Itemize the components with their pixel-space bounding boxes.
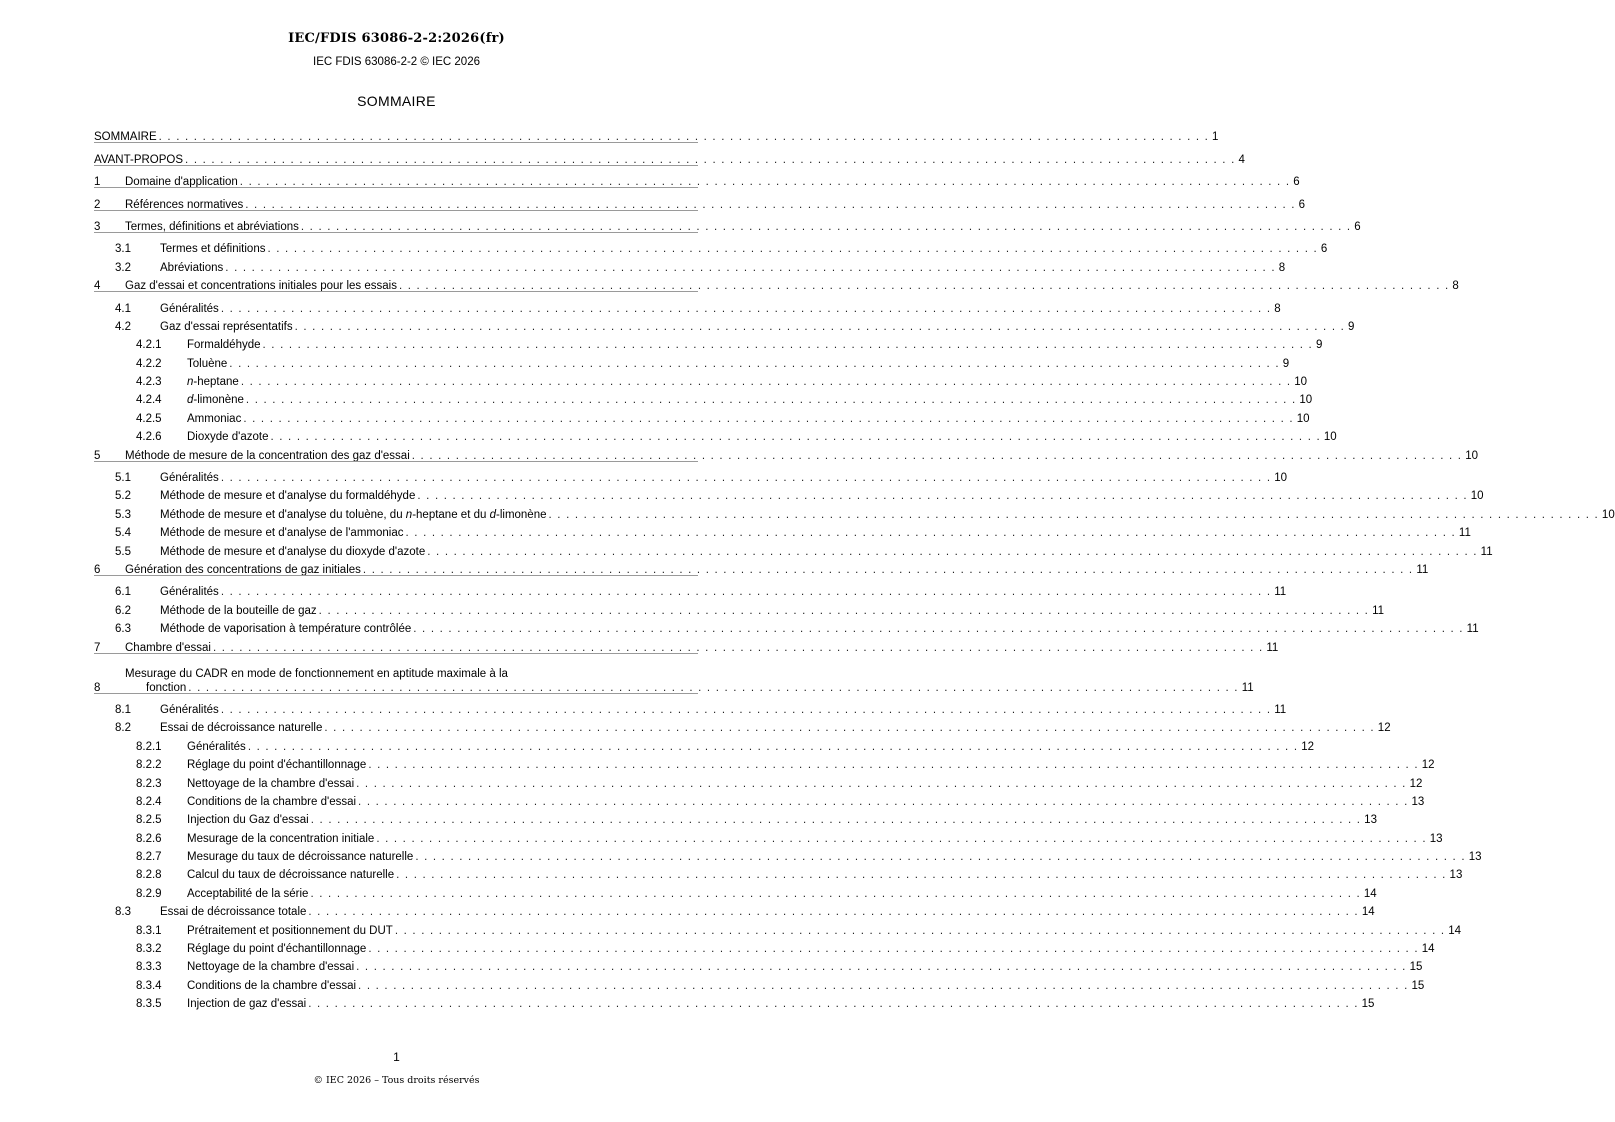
- document-id: IEC/FDIS 63086-2-2:2026(fr): [288, 31, 505, 46]
- toc-entry-number: 3.2: [115, 261, 131, 274]
- toc-entry[interactable]: [94, 466, 1288, 485]
- toc-entry-title: Domaine d'application: [125, 176, 238, 189]
- toc-entry-number: 4.2.2: [136, 357, 162, 370]
- toc-entry[interactable]: [94, 845, 1482, 864]
- toc-entry[interactable]: [94, 388, 1313, 407]
- dot-leader: . . . . . . . . . . . . . . . . . . . . . . . . . . . . . . . . . . . . . . . . . . . . . . . . . . . . . . . . . . . . . . . . . . . . . . . . . . . . . . . . . . . . . . . . . . . . . . . . . . . . . . . . . . . . . . . . . . . . . . . .: [415, 851, 1466, 864]
- toc-entry-page: 10: [1470, 490, 1484, 503]
- toc-entry-number: 8.2: [115, 722, 131, 735]
- toc-entry[interactable]: [94, 443, 1478, 462]
- toc-entry-title: Nettoyage de la chambre d'essai: [187, 777, 355, 790]
- toc-entry[interactable]: [94, 370, 1308, 389]
- toc-entry[interactable]: [94, 351, 1290, 370]
- toc-entry-number: 4.2.4: [136, 394, 162, 407]
- dot-leader: . . . . . . . . . . . . . . . . . . . . . . . . . . . . . . . . . . . . . . . . . . . . . . . . . . . . . . . . . . . . . . . . . . . . . . . . . . . . . . . . . . . . . . . . . . . . . . . . . . . . . . . . . . . . . . . . . . . . . . . .: [262, 339, 1313, 352]
- toc-entry-number: 6.2: [115, 604, 131, 617]
- toc-entry-title: Mesurage du taux de décroissance naturelle: [187, 851, 414, 864]
- toc-entry-title: Réglage du point d'échantillonnage: [187, 943, 367, 956]
- copyright-footer: © IEC 2026 – Tous droits réservés: [313, 1075, 480, 1086]
- toc-entry-number: 5.1: [115, 472, 131, 485]
- toc-entry-page: 4: [1238, 153, 1245, 166]
- dot-leader: . . . . . . . . . . . . . . . . . . . . . . . . . . . . . . . . . . . . . . . . . . . . . . . . . . . . . . . . . . . . . . . . . . . . . . . . . . . . . . . . . . . . . . . . . . . . . . . . . . . . . . . . . . . . . . . . . . . . . . . .: [318, 604, 1370, 617]
- dot-leader: . . . . . . . . . . . . . . . . . . . . . . . . . . . . . . . . . . . . . . . . . . . . . . . . . . . . . . . . . . . . . . . . . . . . . . . . . . . . . . . . . . . . . . . . . . . . . . . . . . . . . . . . . . . . . . . . . . . . . . . .: [310, 887, 1361, 900]
- toc-entry-title: Nettoyage de la chambre d'essai: [187, 961, 355, 974]
- toc-entry-page: 6: [1298, 198, 1306, 211]
- toc-entry[interactable]: [94, 521, 1471, 540]
- toc-entry-title: Mesurage de la concentration initiale: [187, 832, 375, 845]
- toc-entry-page: 10: [1465, 449, 1478, 462]
- toc-title: SOMMAIRE: [357, 93, 436, 109]
- toc-entry-number: 1: [94, 176, 101, 189]
- dot-leader: . . . . . . . . . . . . . . . . . . . . . . . . . . . . . . . . . . . . . . . . . . . . . . . . . . . . . . . . . . . . . . . . . . . . . . . . . . . . . . . . . . . . . . . . . . . . . . . . . . . . . . . . . . . . . . . . . . . . . . . .: [240, 376, 1292, 389]
- toc-entry-title: Injection de gaz d'essai: [187, 998, 307, 1011]
- toc-entry-page: 11: [1416, 563, 1429, 576]
- toc-entry-number: 7: [94, 641, 101, 654]
- toc-entry[interactable]: [94, 881, 1377, 900]
- toc-entry-number: 8.2.1: [136, 740, 162, 753]
- toc-entry[interactable]: [94, 296, 1281, 315]
- toc-entry-title: Généralités: [160, 586, 219, 599]
- toc-entry-page: 13: [1429, 832, 1443, 845]
- toc-entry-title: Essai de décroissance totale: [160, 906, 307, 919]
- dot-leader: . . . . . . . . . . . . . . . . . . . . . . . . . . . . . . . . . . . . . . . . . . . . . . . . . . . . . . . . . . . . . . . . . . . . . . . . . . . . . . . . . . . . . . . . . . . . . . . . . . . . . . . . . . . . . . . . . . . . . . . .: [212, 641, 1264, 654]
- toc-entry-title: fonction: [146, 681, 187, 694]
- toc-entry-page: 10: [1601, 508, 1615, 521]
- dot-leader: . . . . . . . . . . . . . . . . . . . . . . . . . . . . . . . . . . . . . . . . . . . . . . . . . . . . . . . . . . . . . . . . . . . . . . . . . . . . . . . . . . . . . . . . . . . . . . . . . . . . . . . . . . . . . . . . . . . . . . . .: [356, 961, 1407, 974]
- toc-entry-page: 14: [1363, 887, 1377, 900]
- toc-entry[interactable]: [94, 580, 1287, 599]
- toc-entry-number: 4.2.1: [136, 339, 162, 352]
- toc-entry-page: 14: [1361, 906, 1375, 919]
- toc-entry-number: 8: [94, 681, 101, 694]
- dot-leader: . . . . . . . . . . . . . . . . . . . . . . . . . . . . . . . . . . . . . . . . . . . . . . . . . . . . . . . . . . . . . . . . . . . . . . . . . . . . . . . . . . . . . . . . . . . . . . . . . . . . . . . . . . . . . . . . . . . . . . . .: [225, 261, 1276, 274]
- dot-leader: . . . . . . . . . . . . . . . . . . . . . . . . . . . . . . . . . . . . . . . . . . . . . . . . . . . . . . . . . . . . . . . . . . . . . . . . . . . . . . . . . . . . . . . . . . . . . . . . . . . . . . . . . . . . . . . . . . . . . . . .: [398, 280, 1450, 293]
- toc-entry-page: 12: [1409, 777, 1423, 790]
- toc-entry-title: Méthode de mesure et d'analyse du toluène, du n-heptane et du d-limonène: [160, 508, 547, 521]
- toc-entry-page: 11: [1458, 527, 1471, 540]
- toc-entry-number: 8.2.9: [136, 887, 162, 900]
- toc-entry-title: Gaz d'essai et concentrations initiales pour les essais: [125, 280, 397, 293]
- toc-entry-number: 6.3: [115, 623, 131, 636]
- toc-entry-number: 5: [94, 449, 101, 462]
- toc-entry[interactable]: [94, 635, 1279, 654]
- toc-entry-number: 5.5: [115, 545, 131, 558]
- toc-entry[interactable]: [94, 955, 1423, 974]
- toc-entry-page: 14: [1421, 943, 1435, 956]
- toc-entry-title: d-limonène: [187, 394, 244, 407]
- toc-entry-number: 8.2.2: [136, 759, 162, 772]
- dot-leader: . . . . . . . . . . . . . . . . . . . . . . . . . . . . . . . . . . . . . . . . . . . . . . . . . . . . . . . . . . . . . . . . . . . . . . . . . . . . . . . . . . . . . . . . . . . . . . . . . . . . . . . . . . . . . . . . . . . . . . . .: [310, 814, 1362, 827]
- toc-entry-title: Injection du Gaz d'essai: [187, 814, 309, 827]
- table-of-contents: [94, 125, 1615, 1011]
- toc-entry-page: 11: [1480, 545, 1493, 558]
- toc-entry-number: 4.2.3: [136, 376, 162, 389]
- toc-entry-title: Méthode de mesure de la concentration des gaz d'essai: [125, 449, 410, 462]
- dot-leader: . . . . . . . . . . . . . . . . . . . . . . . . . . . . . . . . . . . . . . . . . . . . . . . . . . . . . . . . . . . . . . . . . . . . . . . . . . . . . . . . . . . . . . . . . . . . . . . . . . . . . . . . . . . . . . . . . . . . . . . .: [358, 979, 1409, 992]
- toc-entry-page: 9: [1348, 320, 1355, 333]
- toc-entry-title: Chambre d'essai: [125, 641, 211, 654]
- toc-entry-title: Prétraitement et positionnement du DUT: [187, 924, 393, 937]
- toc-entry-page: 11: [1266, 641, 1279, 654]
- toc-entry-title: Méthode de mesure et d'analyse de l'ammoniac: [160, 527, 404, 540]
- toc-entry-number: 8.3.1: [136, 924, 162, 937]
- dot-leader: . . . . . . . . . . . . . . . . . . . . . . . . . . . . . . . . . . . . . . . . . . . . . . . . . . . . . . . . . . . . . . . . . . . . . . . . . . . . . . . . . . . . . . . . . . . . . . . . . . . . . . . . . . . . . . . . . . . . . . . .: [362, 563, 1414, 576]
- toc-entry[interactable]: [94, 826, 1443, 845]
- toc-entry-number: 4.1: [115, 302, 131, 315]
- dot-leader: . . . . . . . . . . . . . . . . . . . . . . . . . . . . . . . . . . . . . . . . . . . . . . . . . . . . . . . . . . . . . . . . . . . . . . . . . . . . . . . . . . . . . . . . . . . . . . . . . . . . . . . . . . . . . . . . . . . . . . . .: [247, 740, 1299, 753]
- toc-entry-title: Réglage du point d'échantillonnage: [187, 759, 367, 772]
- dot-leader: . . . . . . . . . . . . . . . . . . . . . . . . . . . . . . . . . . . . . . . . . . . . . . . . . . . . . . . . . . . . . . . . . . . . . . . . . . . . . . . . . . . . . . . . . . . . . . . . . . . . . . . . . . . . . . . . . . . . . . . .: [220, 586, 1272, 599]
- dot-leader: . . . . . . . . . . . . . . . . . . . . . . . . . . . . . . . . . . . . . . . . . . . . . . . . . . . . . . . . . . . . . . . . . . . . . . . . . . . . . . . . . . . . . . . . . . . . . . . . . . . . . . . . . . . . . . . . . . . . . . . .: [308, 998, 1359, 1011]
- toc-entry-page: 12: [1301, 740, 1315, 753]
- toc-entry[interactable]: [94, 863, 1463, 882]
- toc-entry[interactable]: [94, 539, 1493, 558]
- toc-entry-number: 8.2.4: [136, 795, 162, 808]
- toc-entry-title: Gaz d'essai représentatifs: [160, 320, 293, 333]
- toc-entry-title: AVANT-PROPOS: [94, 153, 184, 166]
- toc-entry-number: 8.3: [115, 906, 131, 919]
- toc-entry[interactable]: [94, 617, 1479, 636]
- toc-entry-number: 5.3: [115, 508, 131, 521]
- page-number: 1: [393, 1050, 400, 1064]
- toc-entry-page: 15: [1409, 961, 1423, 974]
- toc-entry-page: 8: [1278, 261, 1286, 274]
- toc-entry-title: Méthode de mesure et d'analyse du dioxyde d'azote: [160, 545, 426, 558]
- toc-entry[interactable]: [94, 808, 1377, 827]
- dot-leader: . . . . . . . . . . . . . . . . . . . . . . . . . . . . . . . . . . . . . . . . . . . . . . . . . . . . . . . . . . . . . . . . . . . . . . . . . . . . . . . . . . . . . . . . . . . . . . . . . . . . . . . . . . . . . . . . . . . . . . . .: [158, 131, 1210, 144]
- toc-entry-title: Termes et définitions: [160, 243, 266, 256]
- document-sub-id: IEC FDIS 63086-2-2 © IEC 2026: [313, 56, 480, 68]
- toc-entry-page: 11: [1241, 681, 1254, 694]
- toc-entry-number: 8.2.6: [136, 832, 162, 845]
- toc-entry-number: 4: [94, 280, 101, 293]
- toc-entry-page: 13: [1364, 814, 1377, 827]
- toc-entry-page: 13: [1468, 851, 1482, 864]
- toc-entry-page: 9: [1282, 357, 1290, 370]
- toc-entry[interactable]: [94, 125, 1219, 144]
- toc-entry-title-line1: Mesurage du CADR en mode de fonctionnement en aptitude maximale à la: [125, 667, 508, 680]
- toc-entry-title: Conditions de la chambre d'essai: [187, 979, 357, 992]
- toc-entry-page: 11: [1372, 604, 1385, 617]
- toc-entry[interactable]: [94, 716, 1391, 735]
- toc-entry-title: Généralités: [160, 472, 219, 485]
- toc-entry[interactable]: [94, 900, 1375, 919]
- toc-entry-page: 11: [1274, 703, 1287, 716]
- toc-entry[interactable]: [94, 992, 1375, 1011]
- toc-entry[interactable]: [94, 406, 1310, 425]
- dot-leader: . . . . . . . . . . . . . . . . . . . . . . . . . . . . . . . . . . . . . . . . . . . . . . . . . . . . . . . . . . . . . . . . . . . . . . . . . . . . . . . . . . . . . . . . . . . . . . . . . . . . . . . . . . . . . . . . . . . . . . . .: [411, 449, 1463, 462]
- toc-entry-number: 8.3.5: [136, 998, 162, 1011]
- toc-entry[interactable]: [94, 255, 1286, 274]
- toc-entry[interactable]: [94, 973, 1425, 992]
- dot-leader: . . . . . . . . . . . . . . . . . . . . . . . . . . . . . . . . . . . . . . . . . . . . . . . . . . . . . . . . . . . . . . . . . . . . . . . . . . . . . . . . . . . . . . . . . . . . . . . . . . . . . . . . . . . . . . . . . . . . . . . .: [188, 681, 1239, 694]
- toc-entry-title: Généralités: [160, 703, 219, 716]
- toc-entry[interactable]: [94, 937, 1435, 956]
- toc-entry-number: 4.2.6: [136, 431, 162, 444]
- toc-entry-number: 2: [94, 198, 101, 211]
- toc-entry-page: 10: [1323, 431, 1337, 444]
- dot-leader: . . . . . . . . . . . . . . . . . . . . . . . . . . . . . . . . . . . . . . . . . . . . . . . . . . . . . . . . . . . . . . . . . . . . . . . . . . . . . . . . . . . . . . . . . . . . . . . . . . . . . . . . . . . . . . . . . . . . . . . .: [548, 508, 1599, 521]
- toc-entry-page: 10: [1299, 394, 1313, 407]
- toc-entry[interactable]: [94, 918, 1462, 937]
- toc-entry-page: 6: [1354, 220, 1361, 233]
- toc-entry-number: 8.1: [115, 703, 131, 716]
- dot-leader: . . . . . . . . . . . . . . . . . . . . . . . . . . . . . . . . . . . . . . . . . . . . . . . . . . . . . . . . . . . . . . . . . . . . . . . . . . . . . . . . . . . . . . . . . . . . . . . . . . . . . . . . . . . . . . . . . . . . . . . .: [427, 545, 1478, 558]
- toc-entry-page: 9: [1315, 339, 1323, 352]
- dot-leader: . . . . . . . . . . . . . . . . . . . . . . . . . . . . . . . . . . . . . . . . . . . . . . . . . . . . . . . . . . . . . . . . . . . . . . . . . . . . . . . . . . . . . . . . . . . . . . . . . . . . . . . . . . . . . . . . . . . . . . . .: [300, 220, 1352, 233]
- toc-entry-title: Méthode de vaporisation à température contrôlée: [160, 623, 412, 636]
- toc-entry[interactable]: [94, 558, 1429, 576]
- dot-leader: . . . . . . . . . . . . . . . . . . . . . . . . . . . . . . . . . . . . . . . . . . . . . . . . . . . . . . . . . . . . . . . . . . . . . . . . . . . . . . . . . . . . . . . . . . . . . . . . . . . . . . . . . . . . . . . . . . . . . . . .: [229, 357, 1280, 370]
- toc-entry-page: 8: [1274, 302, 1281, 315]
- toc-entry[interactable]: [94, 147, 1245, 166]
- toc-entry-page: 13: [1411, 795, 1425, 808]
- toc-entry-title: Ammoniac: [187, 412, 242, 425]
- toc-entry-number: 3.1: [115, 243, 131, 256]
- toc-entry[interactable]: [94, 598, 1385, 617]
- toc-entry-page: 13: [1449, 869, 1463, 882]
- dot-leader: . . . . . . . . . . . . . . . . . . . . . . . . . . . . . . . . . . . . . . . . . . . . . . . . . . . . . . . . . . . . . . . . . . . . . . . . . . . . . . . . . . . . . . . . . . . . . . . . . . . . . . . . . . . . . . . . . . . . . . . .: [413, 623, 1464, 636]
- toc-entry-title: Génération des concentrations de gaz initiales: [125, 563, 361, 576]
- toc-entry-number: 8.3.4: [136, 979, 162, 992]
- toc-entry-number: 8.2.7: [136, 851, 162, 864]
- toc-entry[interactable]: [94, 484, 1484, 503]
- toc-entry-title: Dioxyde d'azote: [187, 431, 269, 444]
- toc-entry-number: 3: [94, 220, 101, 233]
- toc-entry-title: Toluène: [187, 357, 228, 370]
- toc-entry-title: SOMMAIRE: [94, 131, 157, 144]
- toc-entry-number: 4.2: [115, 320, 131, 333]
- dot-leader: . . . . . . . . . . . . . . . . . . . . . . . . . . . . . . . . . . . . . . . . . . . . . . . . . . . . . . . . . . . . . . . . . . . . . . . . . . . . . . . . . . . . . . . . . . . . . . . . . . . . . . . . . . . . . . . . . . . . . . . .: [245, 394, 1297, 407]
- toc-entry-title: Généralités: [160, 302, 219, 315]
- toc-entry-number: 4.2.5: [136, 412, 162, 425]
- toc-entry-page: 14: [1448, 924, 1462, 937]
- toc-entry-title: Essai de décroissance naturelle: [160, 722, 323, 735]
- dot-leader: . . . . . . . . . . . . . . . . . . . . . . . . . . . . . . . . . . . . . . . . . . . . . . . . . . . . . . . . . . . . . . . . . . . . . . . . . . . . . . . . . . . . . . . . . . . . . . . . . . . . . . . . . . . . . . . . . . . . . . . .: [405, 527, 1456, 540]
- toc-entry-title: Calcul du taux de décroissance naturelle: [187, 869, 395, 882]
- dot-leader: . . . . . . . . . . . . . . . . . . . . . . . . . . . . . . . . . . . . . . . . . . . . . . . . . . . . . . . . . . . . . . . . . . . . . . . . . . . . . . . . . . . . . . . . . . . . . . . . . . . . . . . . . . . . . . . . . . . . . . . .: [220, 703, 1272, 716]
- dot-leader: . . . . . . . . . . . . . . . . . . . . . . . . . . . . . . . . . . . . . . . . . . . . . . . . . . . . . . . . . . . . . . . . . . . . . . . . . . . . . . . . . . . . . . . . . . . . . . . . . . . . . . . . . . . . . . . . . . . . . . . .: [417, 490, 1468, 503]
- toc-entry-number: 8.2.8: [136, 869, 162, 882]
- toc-entry-title: Formaldéhyde: [187, 339, 261, 352]
- dot-leader: . . . . . . . . . . . . . . . . . . . . . . . . . . . . . . . . . . . . . . . . . . . . . . . . . . . . . . . . . . . . . . . . . . . . . . . . . . . . . . . . . . . . . . . . . . . . . . . . . . . . . . . . . . . . . . . . . . . . . . . .: [324, 722, 1375, 735]
- toc-entry-number: 8.2.5: [136, 814, 162, 827]
- toc-entry-number: 5.4: [115, 527, 131, 540]
- toc-entry-title: Abréviations: [160, 261, 224, 274]
- toc-entry[interactable]: [94, 237, 1328, 256]
- toc-entry[interactable]: [94, 771, 1423, 790]
- toc-entry[interactable]: [94, 315, 1355, 333]
- toc-entry[interactable]: [94, 192, 1306, 211]
- toc-entry-title: Références normatives: [125, 198, 244, 211]
- toc-entry-page: 11: [1466, 623, 1479, 636]
- toc-entry[interactable]: [94, 170, 1300, 189]
- toc-entry-page: 10: [1296, 412, 1310, 425]
- toc-entry-number: 5.2: [115, 490, 131, 503]
- dot-leader: . . . . . . . . . . . . . . . . . . . . . . . . . . . . . . . . . . . . . . . . . . . . . . . . . . . . . . . . . . . . . . . . . . . . . . . . . . . . . . . . . . . . . . . . . . . . . . . . . . . . . . . . . . . . . . . . . . . . . . . .: [394, 924, 1446, 937]
- toc-entry-number: 6.1: [115, 586, 131, 599]
- dot-leader: . . . . . . . . . . . . . . . . . . . . . . . . . . . . . . . . . . . . . . . . . . . . . . . . . . . . . . . . . . . . . . . . . . . . . . . . . . . . . . . . . . . . . . . . . . . . . . . . . . . . . . . . . . . . . . . . . . . . . . . .: [267, 243, 1318, 256]
- toc-entry-number: 8.3.3: [136, 961, 162, 974]
- toc-entry-title: n-heptane: [187, 376, 239, 389]
- dot-leader: . . . . . . . . . . . . . . . . . . . . . . . . . . . . . . . . . . . . . . . . . . . . . . . . . . . . . . . . . . . . . . . . . . . . . . . . . . . . . . . . . . . . . . . . . . . . . . . . . . . . . . . . . . . . . . . . . . . . . . . .: [220, 302, 1272, 315]
- toc-entry-page: 6: [1293, 176, 1300, 189]
- toc-entry-title: Méthode de mesure et d'analyse du formaldéhyde: [160, 490, 416, 503]
- dot-leader: . . . . . . . . . . . . . . . . . . . . . . . . . . . . . . . . . . . . . . . . . . . . . . . . . . . . . . . . . . . . . . . . . . . . . . . . . . . . . . . . . . . . . . . . . . . . . . . . . . . . . . . . . . . . . . . . . . . . . . . .: [358, 795, 1409, 808]
- toc-entry-page: 6: [1320, 243, 1328, 256]
- toc-entry[interactable]: [94, 215, 1361, 233]
- dot-leader: . . . . . . . . . . . . . . . . . . . . . . . . . . . . . . . . . . . . . . . . . . . . . . . . . . . . . . . . . . . . . . . . . . . . . . . . . . . . . . . . . . . . . . . . . . . . . . . . . . . . . . . . . . . . . . . . . . . . . . . .: [368, 759, 1419, 772]
- toc-entry-page: 15: [1411, 979, 1425, 992]
- toc-entry[interactable]: [94, 698, 1287, 716]
- dot-leader: . . . . . . . . . . . . . . . . . . . . . . . . . . . . . . . . . . . . . . . . . . . . . . . . . . . . . . . . . . . . . . . . . . . . . . . . . . . . . . . . . . . . . . . . . . . . . . . . . . . . . . . . . . . . . . . . . . . . . . . .: [308, 906, 1359, 919]
- dot-leader: . . . . . . . . . . . . . . . . . . . . . . . . . . . . . . . . . . . . . . . . . . . . . . . . . . . . . . . . . . . . . . . . . . . . . . . . . . . . . . . . . . . . . . . . . . . . . . . . . . . . . . . . . . . . . . . . . . . . . . . .: [368, 943, 1419, 956]
- dot-leader: . . . . . . . . . . . . . . . . . . . . . . . . . . . . . . . . . . . . . . . . . . . . . . . . . . . . . . . . . . . . . . . . . . . . . . . . . . . . . . . . . . . . . . . . . . . . . . . . . . . . . . . . . . . . . . . . . . . . . . . .: [356, 777, 1407, 790]
- toc-entry-title: Méthode de la bouteille de gaz: [160, 604, 317, 617]
- toc-entry-title: Termes, définitions et abréviations: [125, 220, 299, 233]
- toc-entry-title: Généralités: [187, 740, 246, 753]
- dot-leader: . . . . . . . . . . . . . . . . . . . . . . . . . . . . . . . . . . . . . . . . . . . . . . . . . . . . . . . . . . . . . . . . . . . . . . . . . . . . . . . . . . . . . . . . . . . . . . . . . . . . . . . . . . . . . . . . . . . . . . . .: [270, 431, 1321, 444]
- dot-leader: . . . . . . . . . . . . . . . . . . . . . . . . . . . . . . . . . . . . . . . . . . . . . . . . . . . . . . . . . . . . . . . . . . . . . . . . . . . . . . . . . . . . . . . . . . . . . . . . . . . . . . . . . . . . . . . . . . . . . . . .: [185, 153, 1236, 166]
- toc-entry-number: 8.3.2: [136, 943, 162, 956]
- dot-leader: . . . . . . . . . . . . . . . . . . . . . . . . . . . . . . . . . . . . . . . . . . . . . . . . . . . . . . . . . . . . . . . . . . . . . . . . . . . . . . . . . . . . . . . . . . . . . . . . . . . . . . . . . . . . . . . . . . . . . . . .: [243, 412, 1294, 425]
- toc-entry-page: 15: [1361, 998, 1375, 1011]
- toc-entry[interactable]: [94, 502, 1615, 521]
- toc-entry-title: Conditions de la chambre d'essai: [187, 795, 357, 808]
- toc-entry[interactable]: [94, 274, 1459, 293]
- dot-leader: . . . . . . . . . . . . . . . . . . . . . . . . . . . . . . . . . . . . . . . . . . . . . . . . . . . . . . . . . . . . . . . . . . . . . . . . . . . . . . . . . . . . . . . . . . . . . . . . . . . . . . . . . . . . . . . . . . . . . . . .: [220, 472, 1272, 485]
- toc-entry[interactable]: [94, 333, 1323, 352]
- toc-entry-page: 11: [1274, 586, 1287, 599]
- toc-entry[interactable]: [94, 734, 1315, 753]
- toc-entry-page: 10: [1274, 472, 1288, 485]
- toc-entry-title: Acceptabilité de la série: [187, 887, 309, 900]
- toc-entry[interactable]: [94, 753, 1435, 772]
- toc-entry[interactable]: [94, 658, 1254, 694]
- toc-entry-number: 6: [94, 563, 101, 576]
- dot-leader: . . . . . . . . . . . . . . . . . . . . . . . . . . . . . . . . . . . . . . . . . . . . . . . . . . . . . . . . . . . . . . . . . . . . . . . . . . . . . . . . . . . . . . . . . . . . . . . . . . . . . . . . . . . . . . . . . . . . . . . .: [294, 320, 1346, 333]
- dot-leader: . . . . . . . . . . . . . . . . . . . . . . . . . . . . . . . . . . . . . . . . . . . . . . . . . . . . . . . . . . . . . . . . . . . . . . . . . . . . . . . . . . . . . . . . . . . . . . . . . . . . . . . . . . . . . . . . . . . . . . . .: [245, 198, 1296, 211]
- toc-entry-page: 12: [1421, 759, 1435, 772]
- toc-entry-number: 8.2.3: [136, 777, 162, 790]
- toc-entry-page: 12: [1377, 722, 1391, 735]
- dot-leader: . . . . . . . . . . . . . . . . . . . . . . . . . . . . . . . . . . . . . . . . . . . . . . . . . . . . . . . . . . . . . . . . . . . . . . . . . . . . . . . . . . . . . . . . . . . . . . . . . . . . . . . . . . . . . . . . . . . . . . . .: [396, 869, 1447, 882]
- toc-entry[interactable]: [94, 790, 1425, 808]
- dot-leader: . . . . . . . . . . . . . . . . . . . . . . . . . . . . . . . . . . . . . . . . . . . . . . . . . . . . . . . . . . . . . . . . . . . . . . . . . . . . . . . . . . . . . . . . . . . . . . . . . . . . . . . . . . . . . . . . . . . . . . . .: [376, 832, 1427, 845]
- dot-leader: . . . . . . . . . . . . . . . . . . . . . . . . . . . . . . . . . . . . . . . . . . . . . . . . . . . . . . . . . . . . . . . . . . . . . . . . . . . . . . . . . . . . . . . . . . . . . . . . . . . . . . . . . . . . . . . . . . . . . . . .: [239, 176, 1291, 189]
- toc-entry-page: 1: [1212, 131, 1219, 144]
- toc-entry-page: 8: [1452, 280, 1459, 293]
- toc-entry[interactable]: [94, 425, 1337, 444]
- toc-entry-page: 10: [1294, 376, 1308, 389]
